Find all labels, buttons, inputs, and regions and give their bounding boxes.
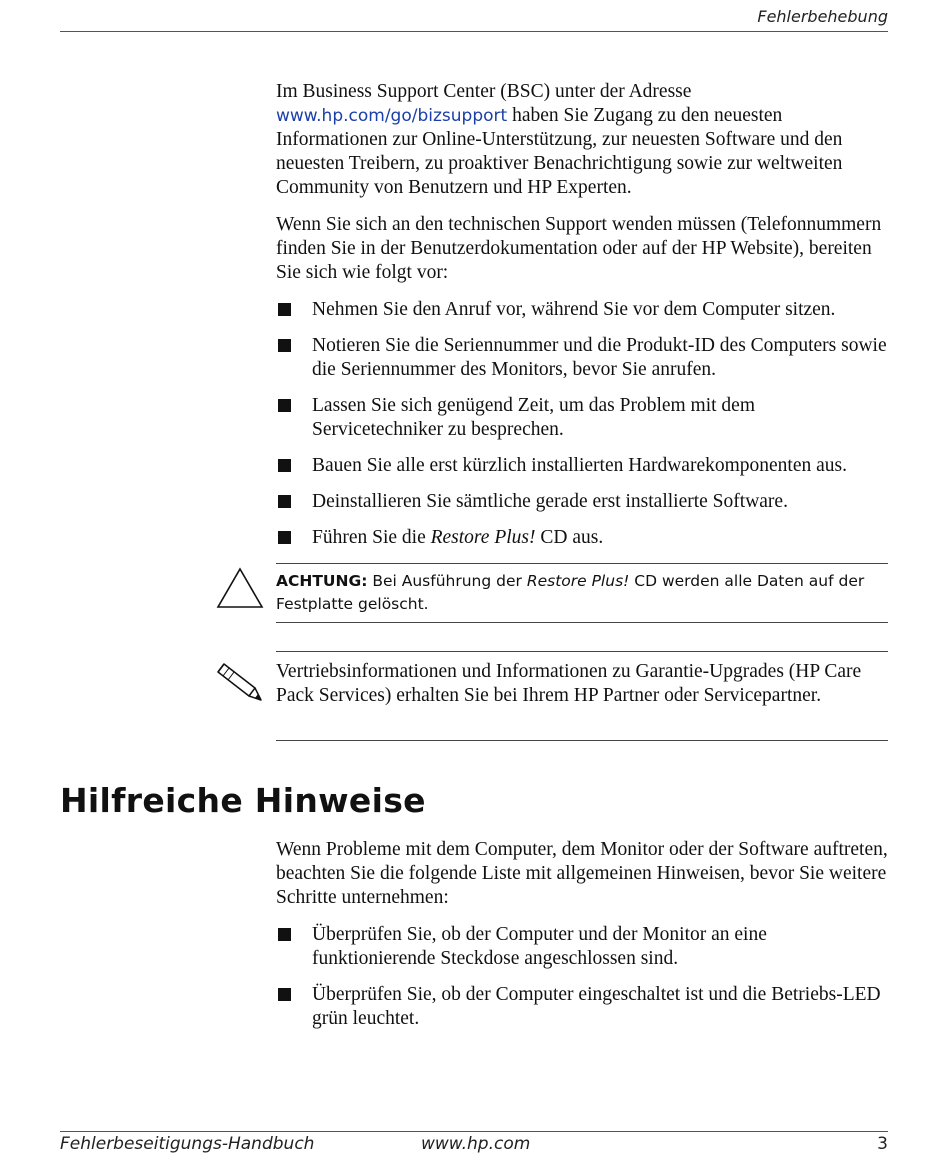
footer-divider	[60, 1131, 888, 1132]
bsc-text-end: haben Sie Zugang zu den neuesten Informationen zur Online-Unterstützung, zur neuesten Software und den neuesten Treibern, zu proaktiver Benachrichtigung sowie zur weltweiten Community von Benutzern und HP Experten.	[276, 105, 843, 198]
intro-section	[276, 80, 888, 562]
list-item: Lassen Sie sich genügend Zeit, um das Problem mit dem Servicetechniker zu besprechen.	[276, 394, 888, 442]
footer-url[interactable]: www.hp.com	[421, 1134, 531, 1154]
intro-paragraph-support: Wenn Sie sich an den technischen Support wenden müssen (Telefonnummern finden Sie in der Benutzerdokumentation oder auf der HP Website), bereiten Sie sich wie folgt vor:	[276, 214, 882, 283]
footer-manual-title: Fehlerbeseitigungs-Handbuch	[60, 1134, 315, 1154]
prep-list	[276, 298, 888, 550]
list-item: Überprüfen Sie, ob der Computer und der Monitor an eine funktionierende Steckdose angeschlossen sind.	[276, 923, 888, 971]
bullet-square-icon	[278, 303, 291, 316]
tips-intro: Wenn Probleme mit dem Computer, dem Monitor oder der Software auftreten, beachten Sie die folgende Liste mit allgemeinen Hinweisen, bevor Sie weitere Schritte unternehmen:	[276, 839, 888, 908]
restore-plus-name: Restore Plus!	[526, 572, 630, 590]
pencil-note-icon	[215, 658, 265, 704]
intro-paragraph-bsc	[276, 80, 888, 200]
bullet-square-icon	[278, 339, 291, 352]
bullet-square-icon	[278, 988, 291, 1001]
list-item: Überprüfen Sie, ob der Computer eingeschaltet ist und die Betriebs-LED grün leuchtet.	[276, 983, 888, 1031]
bullet-square-icon	[278, 928, 291, 941]
caution-label: ACHTUNG:	[276, 572, 368, 590]
header-divider	[60, 31, 888, 32]
bullet-square-icon	[278, 495, 291, 508]
running-header: Fehlerbehebung	[757, 7, 888, 26]
note-box	[276, 651, 888, 741]
list-item: Deinstallieren Sie sämtliche gerade erst installierte Software.	[276, 490, 888, 514]
tips-section	[276, 838, 888, 1043]
section-heading: Hilfreiche Hinweise	[60, 781, 426, 820]
bsc-text-start: Im Business Support Center (BSC) unter der Adresse	[276, 81, 692, 102]
bullet-square-icon	[278, 399, 291, 412]
caution-box: ACHTUNG: Bei Ausführung der Restore Plus! CD werden alle Daten auf der Festplatte gelöscht.	[276, 563, 888, 623]
warning-triangle-icon	[216, 567, 264, 609]
list-item: Notieren Sie die Seriennummer und die Produkt-ID des Computers sowie die Seriennummer des Monitors, bevor Sie anrufen.	[276, 334, 888, 382]
bullet-square-icon	[278, 459, 291, 472]
note-text: Vertriebsinformationen und Informationen zu Garantie-Upgrades (HP Care Pack Services) erhalten Sie bei Ihrem HP Partner oder Servicepartner.	[276, 661, 862, 706]
page-number: 3	[877, 1134, 888, 1154]
bizsupport-link[interactable]: www.hp.com/go/bizsupport	[276, 106, 508, 126]
restore-plus-name: Restore Plus!	[430, 527, 536, 548]
list-item: Nehmen Sie den Anruf vor, während Sie vor dem Computer sitzen.	[276, 298, 888, 322]
list-item: Bauen Sie alle erst kürzlich installierten Hardwarekomponenten aus.	[276, 454, 888, 478]
tips-list	[276, 923, 888, 1031]
list-item: Führen Sie die Restore Plus! CD aus.	[276, 526, 888, 550]
bullet-square-icon	[278, 531, 291, 544]
